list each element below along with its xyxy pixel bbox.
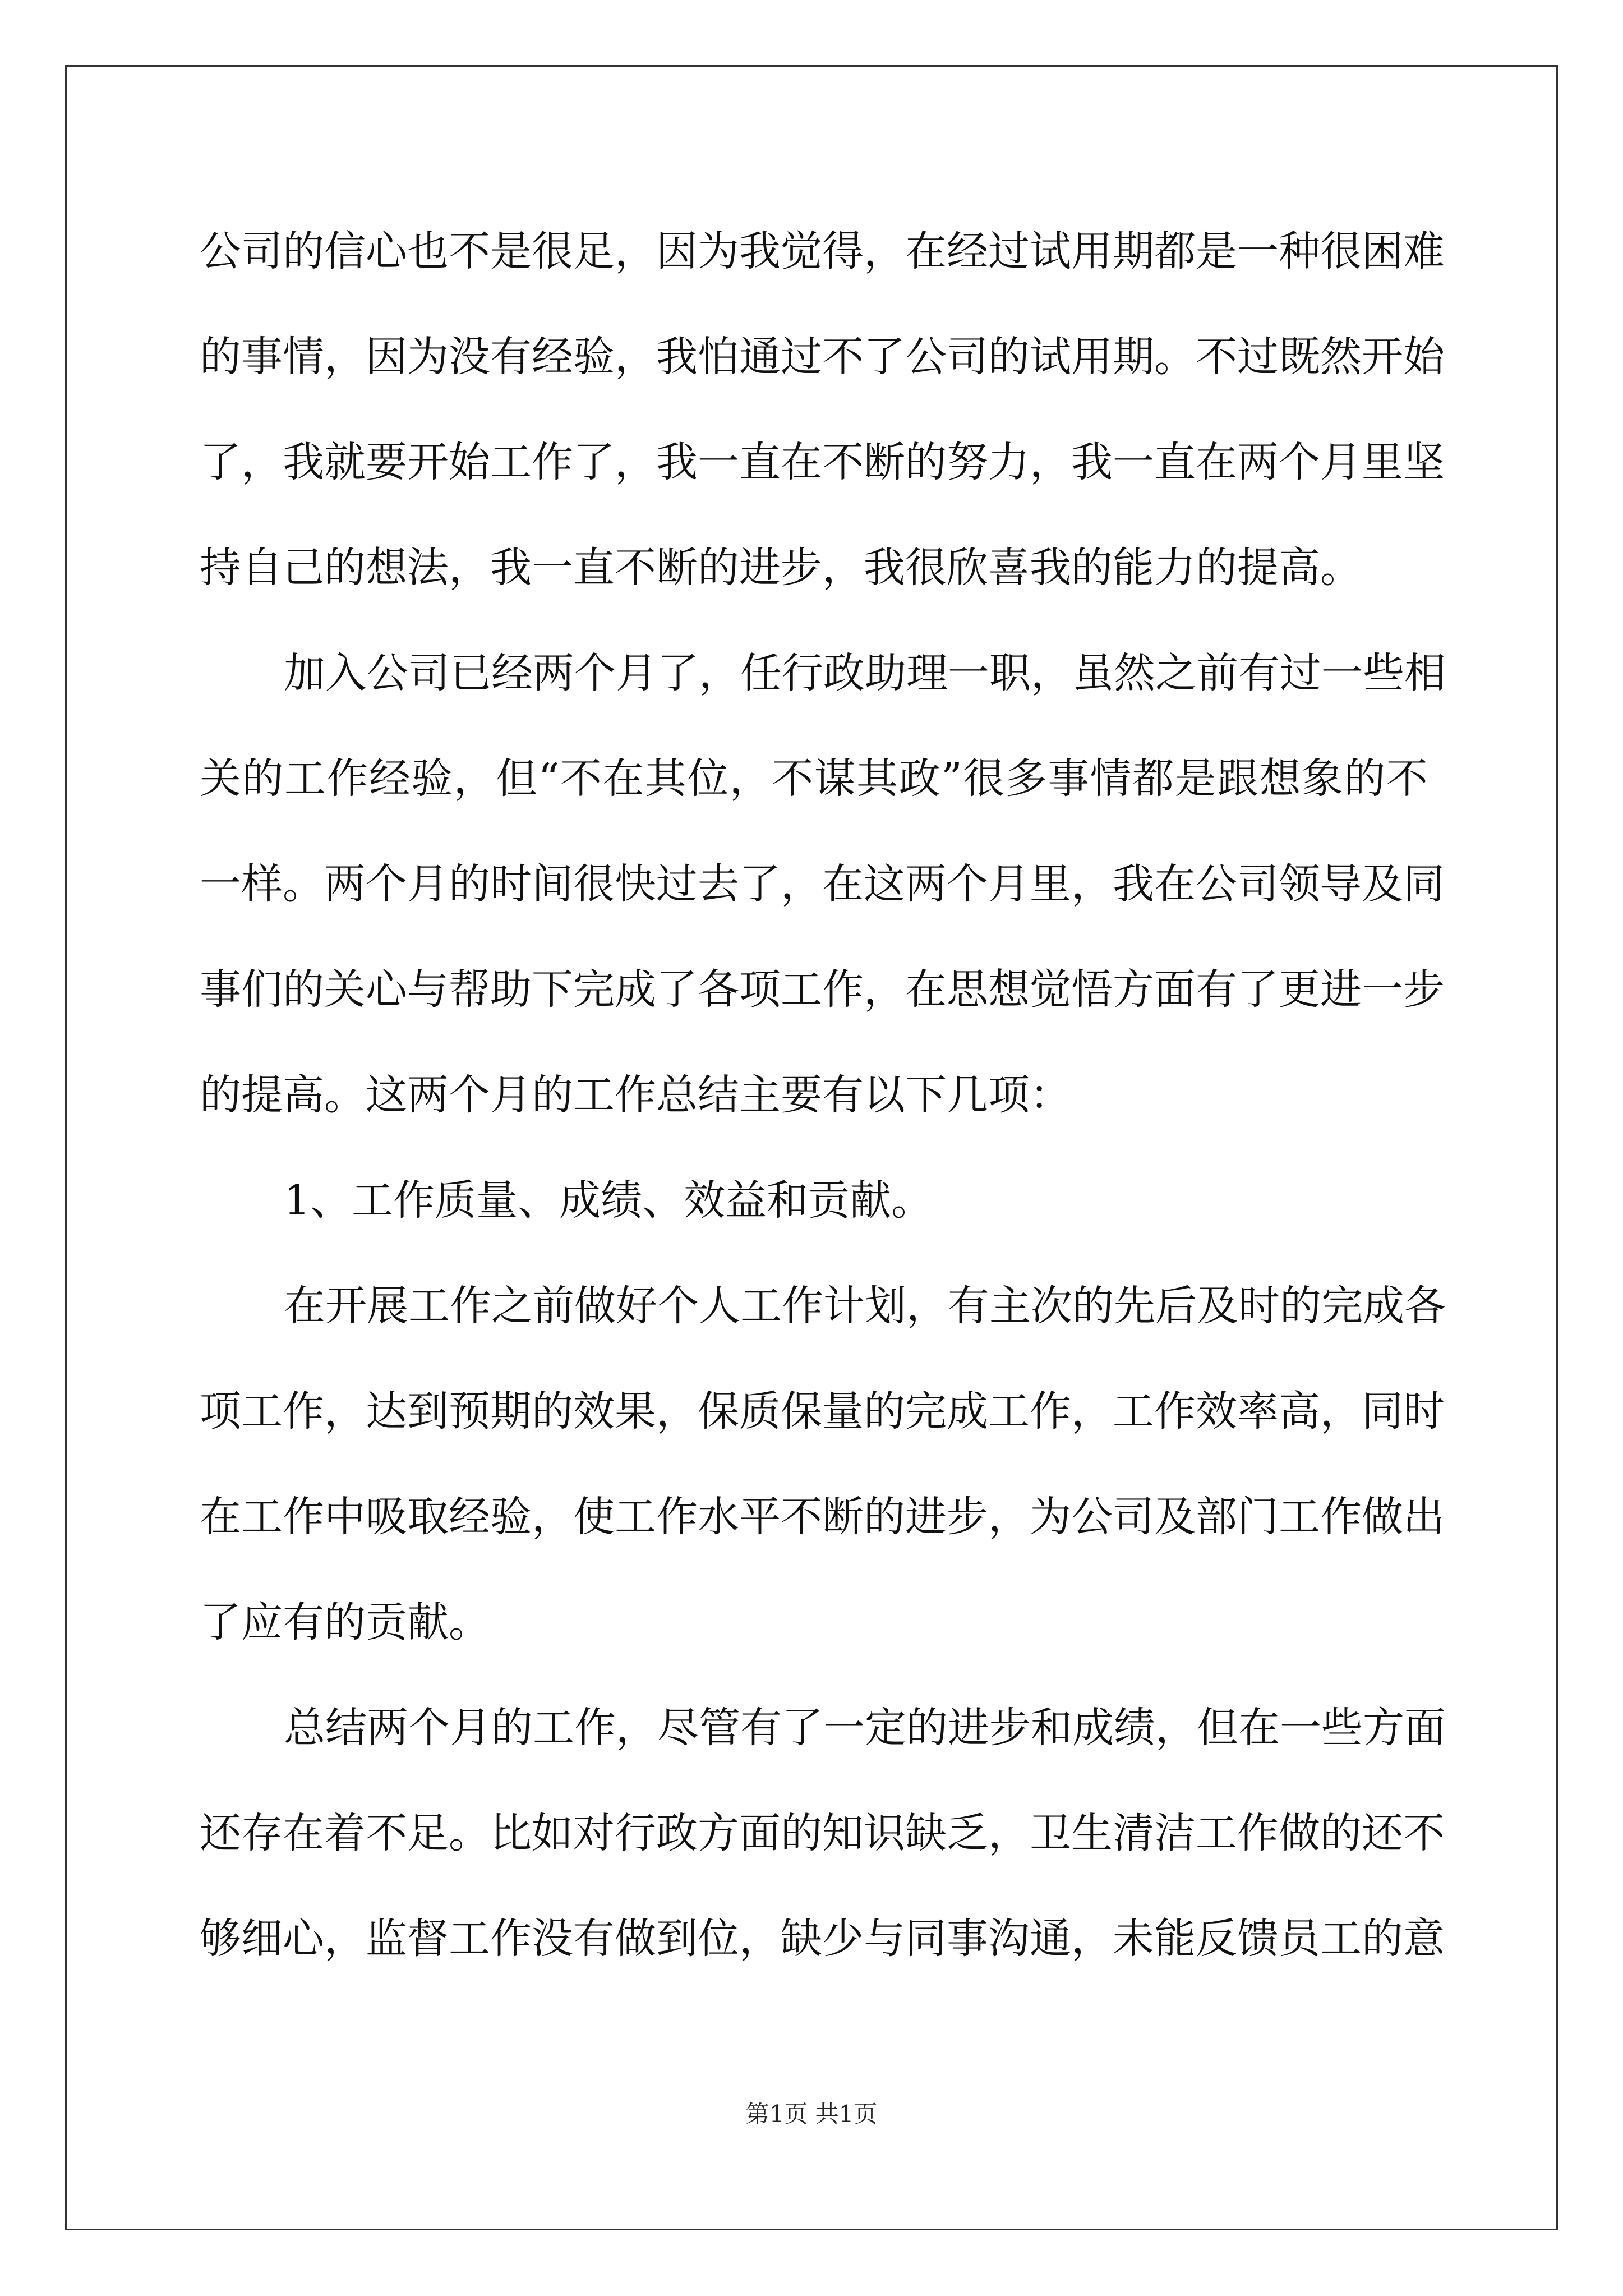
text-line: 关 的 工 作 经 验 ， 但 “ 不 在 其 位 ， 不 谋 其 政 ” 很 多 事 情 都 是 跟 想 象 的 不 <box>200 754 1428 803</box>
text-line: 项 工 作 ， 达 到 预 期 的 效 果 ， 保 质 保 量 的 完 成 工 作 ， 工 作 效 率 高 ， 同 时 <box>200 1387 1445 1435</box>
text-line: 在 开 展 工 作 之 前 做 好 个 人 工 作 计 划 ， 有 主 次 的 先 后 及 时 的 完 成 各 <box>284 1282 1446 1330</box>
text-line: 加 入 公 司 已 经 两 个 月 了 ， 任 行 政 助 理 一 职 ， 虽 然 之 前 有 过 一 些 相 <box>284 649 1446 697</box>
text-line: 公 司 的 信 心 也 不 是 很 足 ， 因 为 我 觉 得 ， 在 经 过 试 用 期 都 是 一 种 很 困 难 <box>200 227 1445 275</box>
text-line: 还 存 在 着 不 足 。 比 如 对 行 政 方 面 的 知 识 缺 乏 ， 卫 生 清 洁 工 作 做 的 还 不 <box>200 1809 1445 1857</box>
text-line: 了 应 有 的 贡 献 。 <box>200 1598 490 1646</box>
text-line: 事 们 的 关 心 与 帮 助 下 完 成 了 各 项 工 作 ， 在 思 想 觉 悟 方 面 有 了 更 进 一 步 <box>200 965 1445 1014</box>
text-line: 在 工 作 中 吸 取 经 验 ， 使 工 作 水 平 不 断 的 进 步 ， 为 公 司 及 部 门 工 作 做 出 <box>200 1493 1445 1541</box>
text-line: 够 细 心 ， 监 督 工 作 没 有 做 到 位 ， 缺 少 与 同 事 沟 通 ， 未 能 反 馈 员 工 的 意 <box>200 1915 1445 1963</box>
text-line: 总 结 两 个 月 的 工 作 ， 尽 管 有 了 一 定 的 进 步 和 成 绩 ， 但 在 一 些 方 面 <box>284 1704 1446 1752</box>
text-line: 持 自 己 的 想 法 ， 我 一 直 不 断 的 进 步 ， 我 很 欣 喜 我 的 能 力 的 提 高 。 <box>200 544 1362 592</box>
text-line: 的 事 情 ， 因 为 没 有 经 验 ， 我 怕 通 过 不 了 公 司 的 试 用 期 。 不 过 既 然 开 始 <box>200 333 1445 381</box>
page-footer: 第1页 共1页 <box>745 2100 878 2128</box>
text-line: 1 、 工 作 质 量 、 成 绩 、 效 益 和 贡 献 。 <box>284 1176 933 1225</box>
text-line: 的 提 高 。 这 两 个 月 的 工 作 总 结 主 要 有 以 下 几 项 ： <box>200 1071 1071 1119</box>
text-line: 一 样 。 两 个 月 的 时 间 很 快 过 去 了 ， 在 这 两 个 月 里 ， 我 在 公 司 领 导 及 同 <box>200 860 1445 908</box>
text-line: 了 ， 我 就 要 开 始 工 作 了 ， 我 一 直 在 不 断 的 努 力 ， 我 一 直 在 两 个 月 里 坚 <box>200 438 1445 486</box>
document-body <box>200 218 1446 2010</box>
